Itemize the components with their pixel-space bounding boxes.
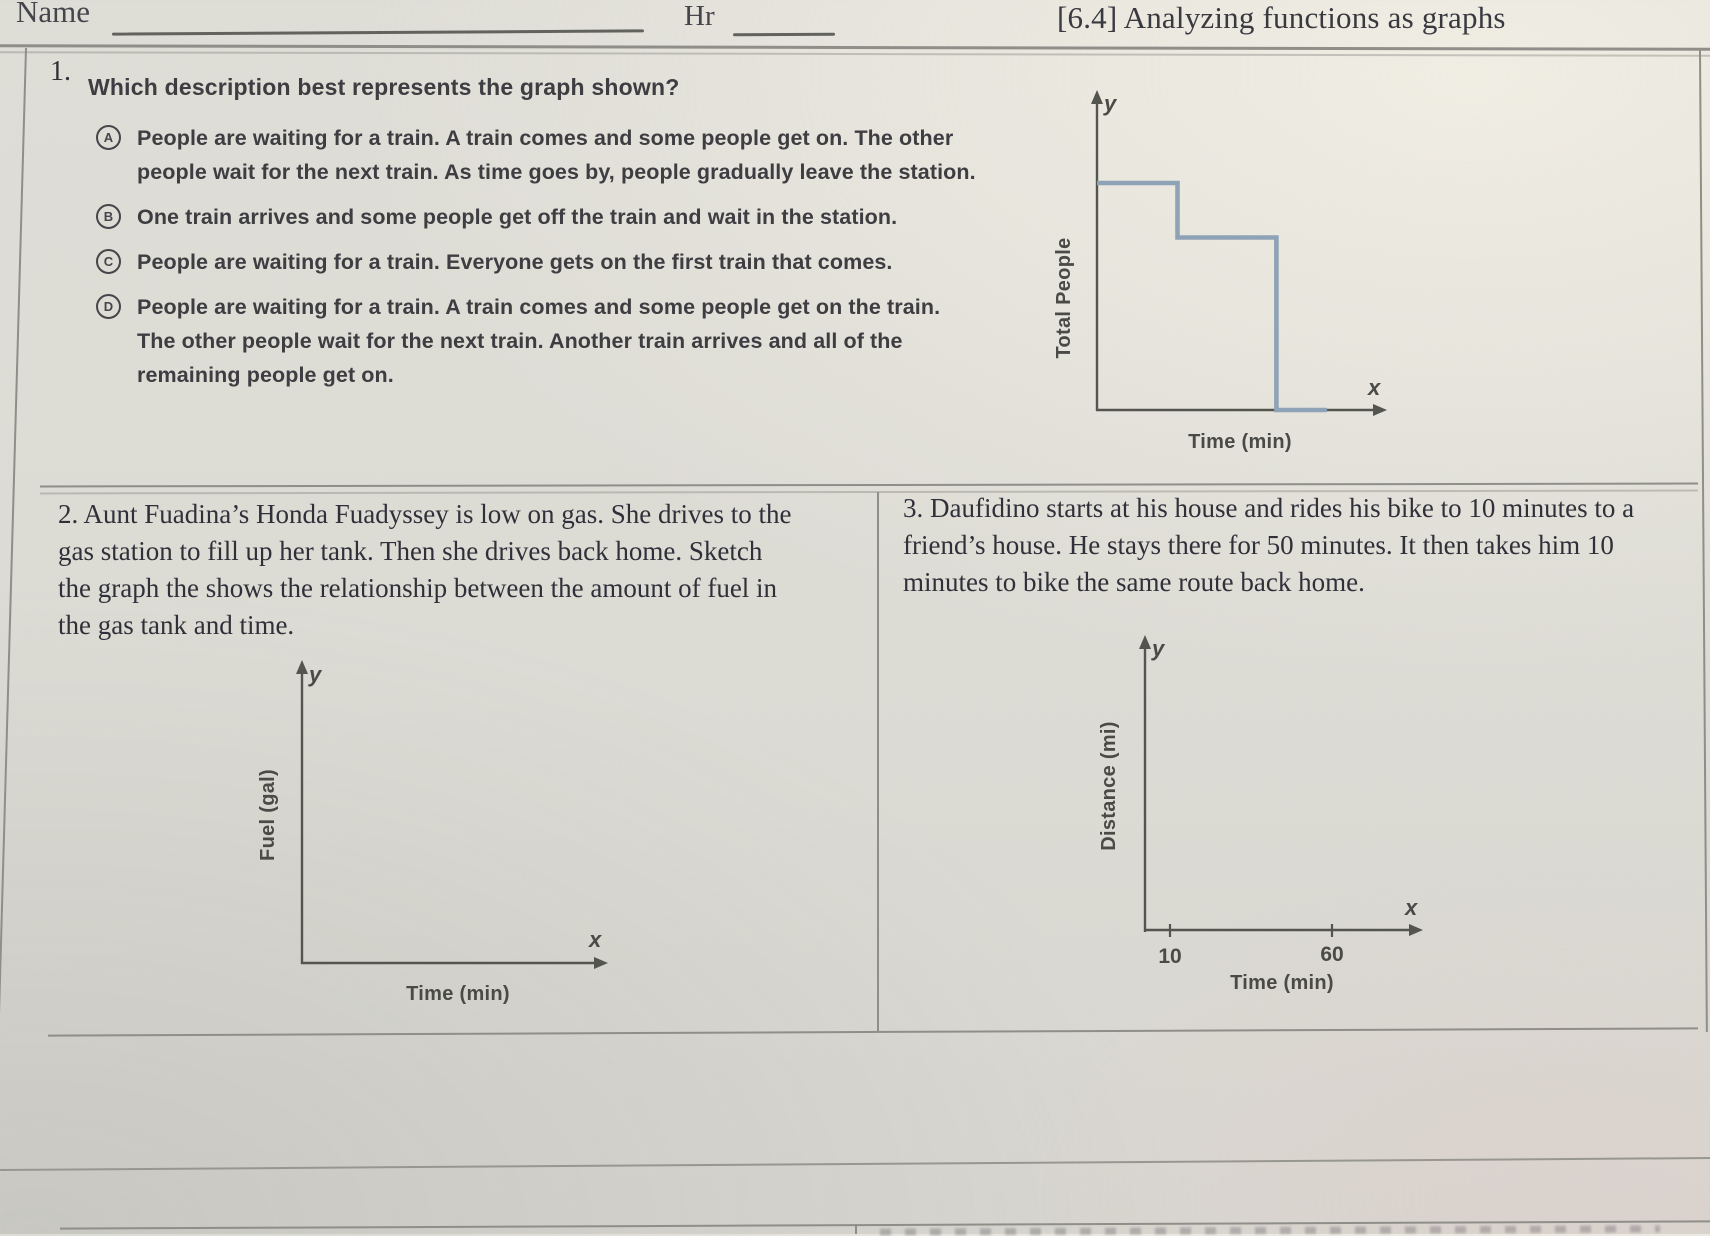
q3-ylabel: Distance (mi)	[1098, 721, 1120, 851]
q1-x-letter: x	[1368, 375, 1381, 400]
q3-graph	[1075, 630, 1455, 1010]
clipped-next-section-text	[880, 1225, 1660, 1235]
q2-y-axis-arrow-icon	[296, 660, 308, 674]
q1-option-c	[96, 245, 1106, 279]
q1-option-b-text: One train arrives and some people get off the train and wait in the station.	[137, 205, 898, 229]
q2-x-letter: x	[589, 927, 602, 952]
q2-x-axis-arrow-icon	[594, 957, 608, 969]
q2-xlabel: Time (min)	[406, 983, 510, 1005]
q1-option-d-text: People are waiting for a train. A train comes and some people get on the train. The other people wait for the next train. Another train arrives and all of the remaining people get on.	[137, 295, 941, 387]
q3-tick-label-10: 10	[1158, 945, 1182, 968]
q1-xlabel: Time (min)	[1188, 431, 1292, 453]
next-section-cell-border	[855, 1224, 857, 1234]
name-blank-line	[112, 29, 644, 35]
q1-x-axis-arrow-icon	[1373, 404, 1387, 416]
q1-option-a-text: People are waiting for a train. A train comes and some people get on. The other people wait for the next train. As time goes by, people gradually leave the station.	[137, 126, 976, 184]
q3-xlabel: Time (min)	[1230, 972, 1334, 994]
header-rule	[0, 44, 1710, 50]
row-bottom-border	[48, 1027, 1698, 1036]
header-rule-echo	[0, 51, 1710, 56]
worksheet-left-border	[0, 48, 27, 1033]
circled-letter-a-icon: A	[96, 125, 121, 150]
circled-letter-c-icon: C	[96, 249, 121, 274]
q1-graph	[1040, 85, 1400, 465]
q2-problem-text: 2. Aunt Fuadina’s Honda Fuadyssey is low on gas. She drives to the gas station to fill up her tank. Then she drives back home. Sketch the graph the shows the relationship between the amount of fuel in the gas tank and time.	[58, 499, 792, 640]
q1-prompt: Which description best represents the graph shown?	[88, 74, 680, 100]
lower-page-rule	[0, 1157, 1710, 1171]
q1-options	[96, 121, 1106, 403]
q1-y-axis-arrow-icon	[1091, 90, 1103, 104]
q3-y-letter: y	[1152, 636, 1165, 661]
q1-step-line	[1097, 183, 1327, 410]
q1-number: 1.	[50, 56, 71, 87]
row-divider	[40, 483, 1698, 488]
q3-problem-text: 3. Daufidino starts at his house and rides his bike to 10 minutes to a friend’s house. He stays there for 50 minutes. It then takes him 10 minutes to bike the same route back home.	[903, 493, 1635, 597]
q2-ylabel: Fuel (gal)	[257, 769, 279, 861]
circled-letter-d-icon: D	[96, 294, 121, 319]
q3-x-letter: x	[1405, 895, 1418, 920]
worksheet-right-border	[1699, 50, 1708, 1032]
q3-tick-label-60: 60	[1320, 943, 1344, 966]
q1-option-a	[96, 121, 1106, 189]
hr-blank-line	[733, 33, 835, 37]
circled-letter-b-icon: B	[96, 204, 121, 229]
q1-y-letter: y	[1104, 91, 1117, 116]
cell-divider-vertical	[877, 492, 879, 1032]
page-title: [6.4] Analyzing functions as graphs	[1057, 0, 1506, 35]
q1-option-c-text: People are waiting for a train. Everyone gets on the first train that comes.	[137, 250, 893, 274]
q1-option-b	[96, 200, 1106, 234]
q1-option-d	[96, 290, 1106, 392]
q3-x-axis-arrow-icon	[1409, 924, 1423, 936]
hr-label: Hr	[684, 0, 715, 32]
name-label: Name	[16, 0, 91, 29]
q2-y-letter: y	[309, 662, 322, 687]
q2-graph	[250, 655, 630, 1015]
q1-ylabel: Total People	[1053, 237, 1075, 359]
q3-y-axis-arrow-icon	[1139, 635, 1151, 649]
